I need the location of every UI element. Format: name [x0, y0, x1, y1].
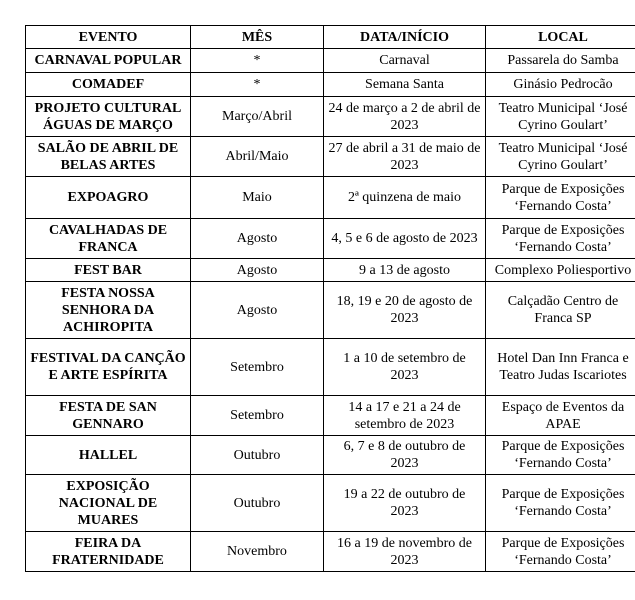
- cell-data: 16 a 19 de novembro de 2023: [324, 532, 486, 572]
- cell-local: Ginásio Pedrocão: [486, 73, 635, 97]
- table-row: [26, 339, 635, 396]
- cell-mes: Setembro: [191, 339, 324, 396]
- header-data: DATA/INÍCIO: [324, 26, 486, 49]
- cell-data: 19 a 22 de outubro de 2023: [324, 475, 486, 532]
- cell-local: Complexo Poliesportivo: [486, 259, 635, 282]
- cell-evento: EXPOSIÇÃO NACIONAL DE MUARES: [26, 475, 191, 532]
- table-row: [26, 73, 635, 97]
- cell-mes: Outubro: [191, 436, 324, 475]
- cell-mes: Abril/Maio: [191, 137, 324, 177]
- cell-local: Hotel Dan Inn Franca e Teatro Judas Iscariotes: [486, 339, 635, 396]
- table-row: [26, 436, 635, 475]
- cell-local: Calçadão Centro de Franca SP: [486, 282, 635, 339]
- events-table: [25, 25, 635, 572]
- cell-local: Parque de Exposições ‘Fernando Costa’: [486, 475, 635, 532]
- header-mes: MÊS: [191, 26, 324, 49]
- cell-mes: Novembro: [191, 532, 324, 572]
- table-row: [26, 475, 635, 532]
- cell-local: Parque de Exposições ‘Fernando Costa’: [486, 532, 635, 572]
- cell-mes: *: [191, 49, 324, 73]
- table-row: [26, 49, 635, 73]
- cell-mes: *: [191, 73, 324, 97]
- cell-data: 9 a 13 de agosto: [324, 259, 486, 282]
- cell-data: 18, 19 e 20 de agosto de 2023: [324, 282, 486, 339]
- cell-data: 6, 7 e 8 de outubro de 2023: [324, 436, 486, 475]
- cell-mes: Setembro: [191, 396, 324, 436]
- header-evento: EVENTO: [26, 26, 191, 49]
- cell-local: Parque de Exposições ‘Fernando Costa’: [486, 177, 635, 219]
- cell-evento: EXPOAGRO: [26, 177, 191, 219]
- cell-mes: Maio: [191, 177, 324, 219]
- table-row: [26, 137, 635, 177]
- table-row: [26, 532, 635, 572]
- cell-evento: COMADEF: [26, 73, 191, 97]
- cell-mes: Março/Abril: [191, 97, 324, 137]
- table-row: [26, 259, 635, 282]
- cell-evento: FESTIVAL DA CANÇÃO E ARTE ESPÍRITA: [26, 339, 191, 396]
- cell-evento: CAVALHADAS DE FRANCA: [26, 219, 191, 259]
- header-row: [26, 26, 635, 49]
- cell-mes: Agosto: [191, 219, 324, 259]
- table-row: [26, 177, 635, 219]
- cell-data: 24 de março a 2 de abril de 2023: [324, 97, 486, 137]
- cell-local: Teatro Municipal ‘José Cyrino Goulart’: [486, 137, 635, 177]
- table-row: [26, 219, 635, 259]
- cell-evento: FESTA DE SAN GENNARO: [26, 396, 191, 436]
- cell-local: Espaço de Eventos da APAE: [486, 396, 635, 436]
- cell-data: 27 de abril a 31 de maio de 2023: [324, 137, 486, 177]
- cell-data: 14 a 17 e 21 a 24 de setembro de 2023: [324, 396, 486, 436]
- header-local: LOCAL: [486, 26, 635, 49]
- table-row: [26, 97, 635, 137]
- cell-evento: SALÃO DE ABRIL DE BELAS ARTES: [26, 137, 191, 177]
- cell-data: 2ª quinzena de maio: [324, 177, 486, 219]
- cell-mes: Outubro: [191, 475, 324, 532]
- cell-evento: HALLEL: [26, 436, 191, 475]
- cell-local: Parque de Exposições ‘Fernando Costa’: [486, 436, 635, 475]
- cell-data: 4, 5 e 6 de agosto de 2023: [324, 219, 486, 259]
- cell-local: Teatro Municipal ‘José Cyrino Goulart’: [486, 97, 635, 137]
- cell-evento: FEIRA DA FRATERNIDADE: [26, 532, 191, 572]
- table-row: [26, 396, 635, 436]
- cell-evento: FESTA NOSSA SENHORA DA ACHIROPITA: [26, 282, 191, 339]
- table-row: [26, 282, 635, 339]
- cell-evento: PROJETO CULTURAL ÁGUAS DE MARÇO: [26, 97, 191, 137]
- cell-evento: CARNAVAL POPULAR: [26, 49, 191, 73]
- cell-mes: Agosto: [191, 259, 324, 282]
- cell-local: Parque de Exposições ‘Fernando Costa’: [486, 219, 635, 259]
- cell-data: Carnaval: [324, 49, 486, 73]
- cell-evento: FEST BAR: [26, 259, 191, 282]
- cell-local: Passarela do Samba: [486, 49, 635, 73]
- cell-mes: Agosto: [191, 282, 324, 339]
- cell-data: Semana Santa: [324, 73, 486, 97]
- cell-data: 1 a 10 de setembro de 2023: [324, 339, 486, 396]
